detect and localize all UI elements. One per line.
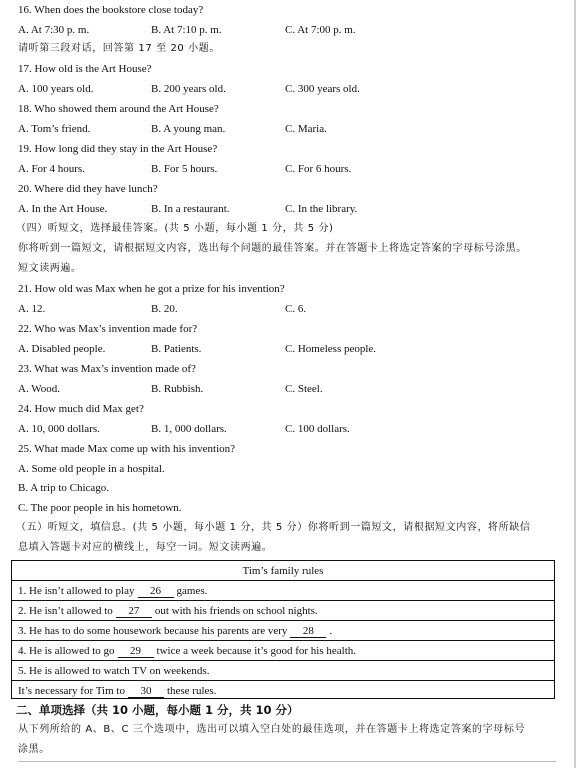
option-16b: B. At 7:10 p. m.: [151, 24, 222, 36]
option-24c: C. 100 dollars.: [285, 423, 350, 435]
blank-28: 28: [290, 625, 326, 638]
part4-title: （四）听短文，选择最佳答案。(共 5 小题，每小题 1 分，共 5 分): [16, 223, 334, 234]
option-17a: A. 100 years old.: [18, 83, 94, 95]
instruction-part3: 请听第三段对话，回答第 17 至 20 小题。: [18, 43, 220, 54]
option-20c: C. In the library.: [285, 203, 358, 215]
question-24: 24. How much did Max get?: [18, 403, 144, 415]
option-23b: B. Rubbish.: [151, 383, 204, 395]
part4-instruction-line2: 短文读两遍。: [18, 263, 82, 274]
table-row: [12, 661, 554, 681]
question-25: 25. What made Max come up with his invention?: [18, 443, 236, 455]
option-22c: C. Homeless people.: [285, 343, 377, 355]
option-22b: B. Patients.: [151, 343, 202, 355]
question-19: 19. How long did they stay in the Art House?: [18, 143, 218, 155]
question-17: 17. How old is the Art House?: [18, 63, 152, 75]
option-23c: C. Steel.: [285, 383, 323, 395]
option-21c: C. 6.: [285, 303, 307, 315]
section-2-title: 二、单项选择（共 10 小题，每小题 1 分，共 10 分）: [16, 703, 299, 717]
blank-27: 27: [116, 605, 152, 618]
table-row: [12, 681, 554, 700]
section-2-instruction-line2: 涂黑。: [18, 744, 50, 755]
question-23: 23. What was Max’s invention made of?: [18, 363, 196, 375]
table-row: [12, 621, 554, 641]
blank-30: 30: [128, 685, 164, 698]
option-16c: C. At 7:00 p. m.: [285, 24, 356, 36]
question-18: 18. Who showed them around the Art House?: [18, 103, 219, 115]
table-header-row: [12, 561, 554, 581]
table-row-text: It’s necessary for Tim to 30 these rules.: [18, 685, 217, 697]
table-row: [12, 641, 554, 661]
option-25b: B. A trip to Chicago.: [18, 482, 110, 494]
option-19b: B. For 5 hours.: [151, 163, 218, 175]
option-18a: A. Tom’s friend.: [18, 123, 91, 135]
option-25a: A. Some old people in a hospital.: [18, 463, 165, 475]
question-16: 16. When does the bookstore close today?: [18, 4, 204, 16]
option-20b: B. In a restaurant.: [151, 203, 230, 215]
table-title: Tim’s family rules: [242, 565, 324, 577]
table-row-text: 1. He isn’t allowed to play 26 games.: [18, 585, 208, 597]
option-16a: A. At 7:30 p. m.: [18, 24, 90, 36]
option-20a: A. In the Art House.: [18, 203, 108, 215]
option-21a: A. 12.: [18, 303, 46, 315]
part4-instruction-line1: 你将听到一篇短文，请根据短文内容，选出每个问题的最佳答案。并在答题卡上将选定答案的字母标号涂黑。: [18, 243, 527, 254]
option-24b: B. 1, 000 dollars.: [151, 423, 227, 435]
option-19c: C. For 6 hours.: [285, 163, 352, 175]
part5-instruction-line2: 息填入答题卡对应的横线上，每空一词。短文读两遍。: [18, 542, 273, 553]
table-row-text: 2. He isn’t allowed to 27 out with his friends on school nights.: [18, 605, 318, 617]
table-row-text: 5. He is allowed to watch TV on weekends.: [18, 665, 210, 677]
part5-instruction-line1: （五）听短文，填信息。(共 5 小题，每小题 1 分，共 5 分）你将听到一篇短文，请根据短文内容，将所缺信: [16, 522, 531, 533]
option-21b: B. 20.: [151, 303, 178, 315]
table-row-text: 4. He is allowed to go 29 twice a week because it’s good for his health.: [18, 645, 357, 657]
option-23a: A. Wood.: [18, 383, 60, 395]
option-19a: A. For 4 hours.: [18, 163, 85, 175]
table-row: [12, 581, 554, 601]
table-row-text: 3. He has to do some housework because his parents are very 28 .: [18, 625, 333, 637]
option-25c: C. The poor people in his hometown.: [18, 502, 182, 514]
option-17c: C. 300 years old.: [285, 83, 360, 95]
blank-26: 26: [138, 585, 174, 598]
option-17b: B. 200 years old.: [151, 83, 226, 95]
family-rules-table: [11, 560, 555, 699]
question-22: 22. Who was Max’s invention made for?: [18, 323, 198, 335]
question-21: 21. How old was Max when he got a prize for his invention?: [18, 283, 285, 295]
question-20: 20. Where did they have lunch?: [18, 183, 158, 195]
option-24a: A. 10, 000 dollars.: [18, 423, 100, 435]
section-2-instruction-line1: 从下列所给的 A、B、C 三个选项中，选出可以填入空白处的最佳选项，并在答题卡上将选定答案的字母标号: [18, 724, 526, 735]
option-18c: C. Maria.: [285, 123, 327, 135]
table-row: [12, 601, 554, 621]
option-18b: B. A young man.: [151, 123, 226, 135]
bottom-rule: [18, 761, 556, 762]
blank-29: 29: [118, 645, 154, 658]
option-22a: A. Disabled people.: [18, 343, 106, 355]
